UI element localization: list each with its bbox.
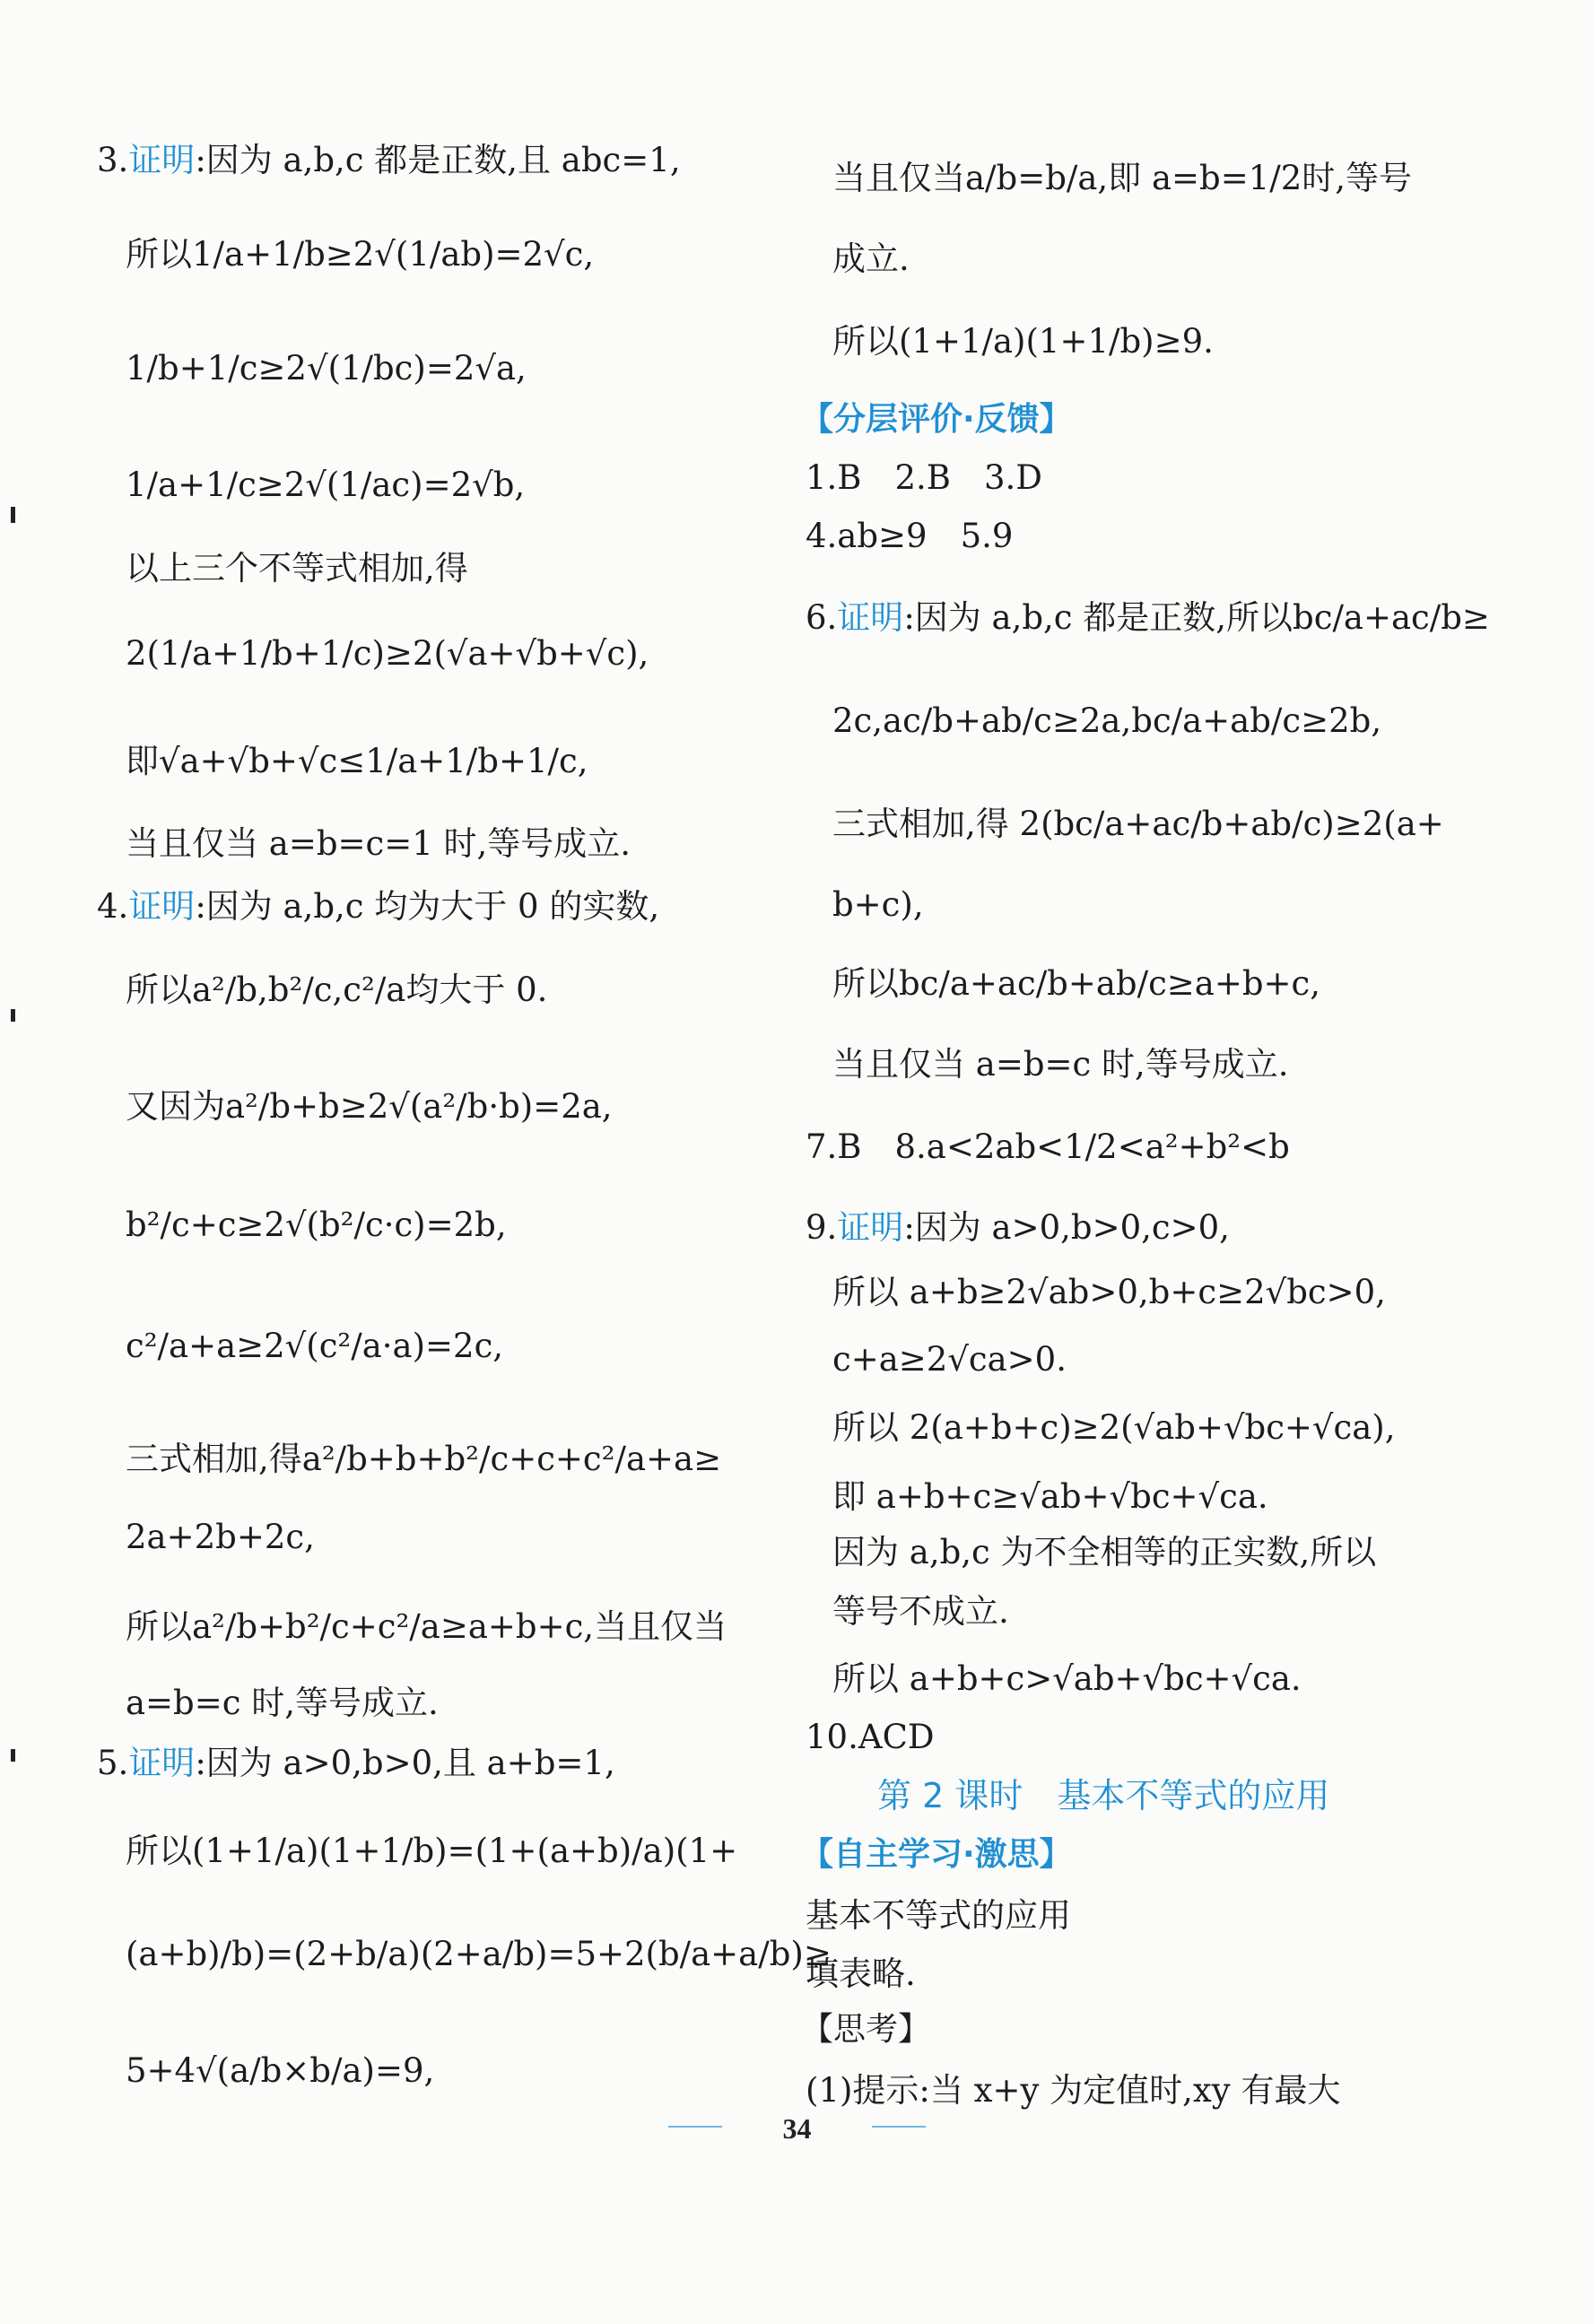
right-line-13: 9.证明:因为 a>0,b>0,c>0, — [806, 1208, 1230, 1247]
right-line-14: 所以 a+b≥2√ab>0,b+c≥2√bc>0, — [832, 1273, 1386, 1311]
left-line-3: 1/b+1/c≥2√(1/bc)=2√a, — [126, 349, 527, 387]
scan-mark — [11, 1009, 15, 1022]
left-line-4: 1/a+1/c≥2√(1/ac)=2√b, — [126, 466, 526, 504]
left-line-20: (a+b)/b)=(2+b/a)(2+a/b)=5+2(b/a+a/b)≥ — [126, 1935, 832, 1973]
left-line-14: 三式相加,得a²/b+b+b²/c+c+c²/a+a≥ — [126, 1440, 722, 1478]
page-number-decoration-left — [668, 2126, 722, 2128]
left-line-5: 以上三个不等式相加,得 — [126, 549, 468, 588]
left-line-13: c²/a+a≥2√(c²/a·a)=2c, — [126, 1327, 504, 1365]
left-line-11: 又因为a²/b+b≥2√(a²/b·b)=2a, — [126, 1087, 613, 1126]
left-line-16: 所以a²/b+b²/c+c²/a≥a+b+c,当且仅当 — [126, 1607, 727, 1646]
page-number-decoration-right — [872, 2126, 926, 2128]
right-line-4: 1.B 2.B 3.D — [806, 458, 1042, 497]
section-heading-sikao: 【思考】 — [801, 2011, 931, 2048]
right-line-18: 因为 a,b,c 为不全相等的正实数,所以 — [832, 1533, 1377, 1571]
left-line-17: a=b=c 时,等号成立. — [126, 1684, 439, 1722]
left-line-7: 即√a+√b+√c≤1/a+1/b+1/c, — [126, 742, 588, 780]
right-line-15: c+a≥2√ca>0. — [832, 1340, 1067, 1379]
right-line-21: 10.ACD — [806, 1718, 935, 1756]
proof-keyword: 证明 — [128, 887, 196, 926]
section-heading-zizhu: 【自主学习·激思】 — [801, 1836, 1072, 1873]
proof-keyword: 证明 — [128, 141, 196, 179]
right-line-8: 三式相加,得 2(bc/a+ac/b+ab/c)≥2(a+ — [832, 805, 1444, 843]
scan-mark — [11, 1749, 15, 1762]
proof-keyword: 证明 — [837, 1208, 904, 1247]
right-line-11: 当且仅当 a=b=c 时,等号成立. — [832, 1045, 1289, 1084]
right-line-16: 所以 2(a+b+c)≥2(√ab+√bc+√ca), — [832, 1408, 1396, 1447]
right-line-7: 2c,ac/b+ab/c≥2a,bc/a+ab/c≥2b, — [832, 701, 1382, 740]
left-line-18: 5.证明:因为 a>0,b>0,且 a+b=1, — [97, 1744, 615, 1782]
proof-keyword: 证明 — [837, 598, 904, 637]
section-heading-fenceng: 【分层评价·反馈】 — [801, 401, 1072, 438]
right-line-24: (1)提示:当 x+y 为定值时,xy 有最大 — [806, 2071, 1341, 2110]
left-line-1: 3.证明:因为 a,b,c 都是正数,且 abc=1, — [97, 141, 681, 179]
right-line-22: 基本不等式的应用 — [806, 1896, 1071, 1935]
scan-mark — [11, 507, 15, 523]
right-line-12: 7.B 8.a<2ab<1/2<a²+b²<b — [806, 1127, 1290, 1166]
right-line-17: 即 a+b+c≥√ab+√bc+√ca. — [832, 1477, 1268, 1516]
left-line-6: 2(1/a+1/b+1/c)≥2(√a+√b+√c), — [126, 634, 649, 673]
lesson-2-title: 第 2 课时 基本不等式的应用 — [877, 1776, 1330, 1815]
right-line-10: 所以bc/a+ac/b+ab/c≥a+b+c, — [832, 964, 1321, 1003]
left-line-9: 4.证明:因为 a,b,c 均为大于 0 的实数, — [97, 887, 660, 926]
right-line-23: 填表略. — [806, 1954, 916, 1993]
right-line-9: b+c), — [832, 885, 924, 924]
left-line-10: 所以a²/b,b²/c,c²/a均大于 0. — [126, 971, 548, 1009]
left-line-12: b²/c+c≥2√(b²/c·c)=2b, — [126, 1206, 507, 1244]
right-line-2: 成立. — [832, 239, 910, 278]
right-line-19: 等号不成立. — [832, 1592, 1009, 1631]
page-number: 34 — [782, 2112, 812, 2145]
left-line-15: 2a+2b+2c, — [126, 1518, 315, 1556]
right-line-3: 所以(1+1/a)(1+1/b)≥9. — [832, 322, 1214, 361]
right-line-6: 6.证明:因为 a,b,c 都是正数,所以bc/a+ac/b≥ — [806, 598, 1490, 637]
right-line-1: 当且仅当a/b=b/a,即 a=b=1/2时,等号 — [832, 159, 1412, 197]
left-line-19: 所以(1+1/a)(1+1/b)=(1+(a+b)/a)(1+ — [126, 1832, 738, 1870]
right-line-20: 所以 a+b+c>√ab+√bc+√ca. — [832, 1659, 1302, 1698]
left-line-8: 当且仅当 a=b=c=1 时,等号成立. — [126, 824, 632, 863]
proof-keyword: 证明 — [128, 1744, 196, 1782]
left-line-2: 所以1/a+1/b≥2√(1/ab)=2√c, — [126, 235, 595, 274]
right-line-5: 4.ab≥9 5.9 — [806, 517, 1014, 555]
left-line-21: 5+4√(a/b×b/a)=9, — [126, 2051, 435, 2090]
